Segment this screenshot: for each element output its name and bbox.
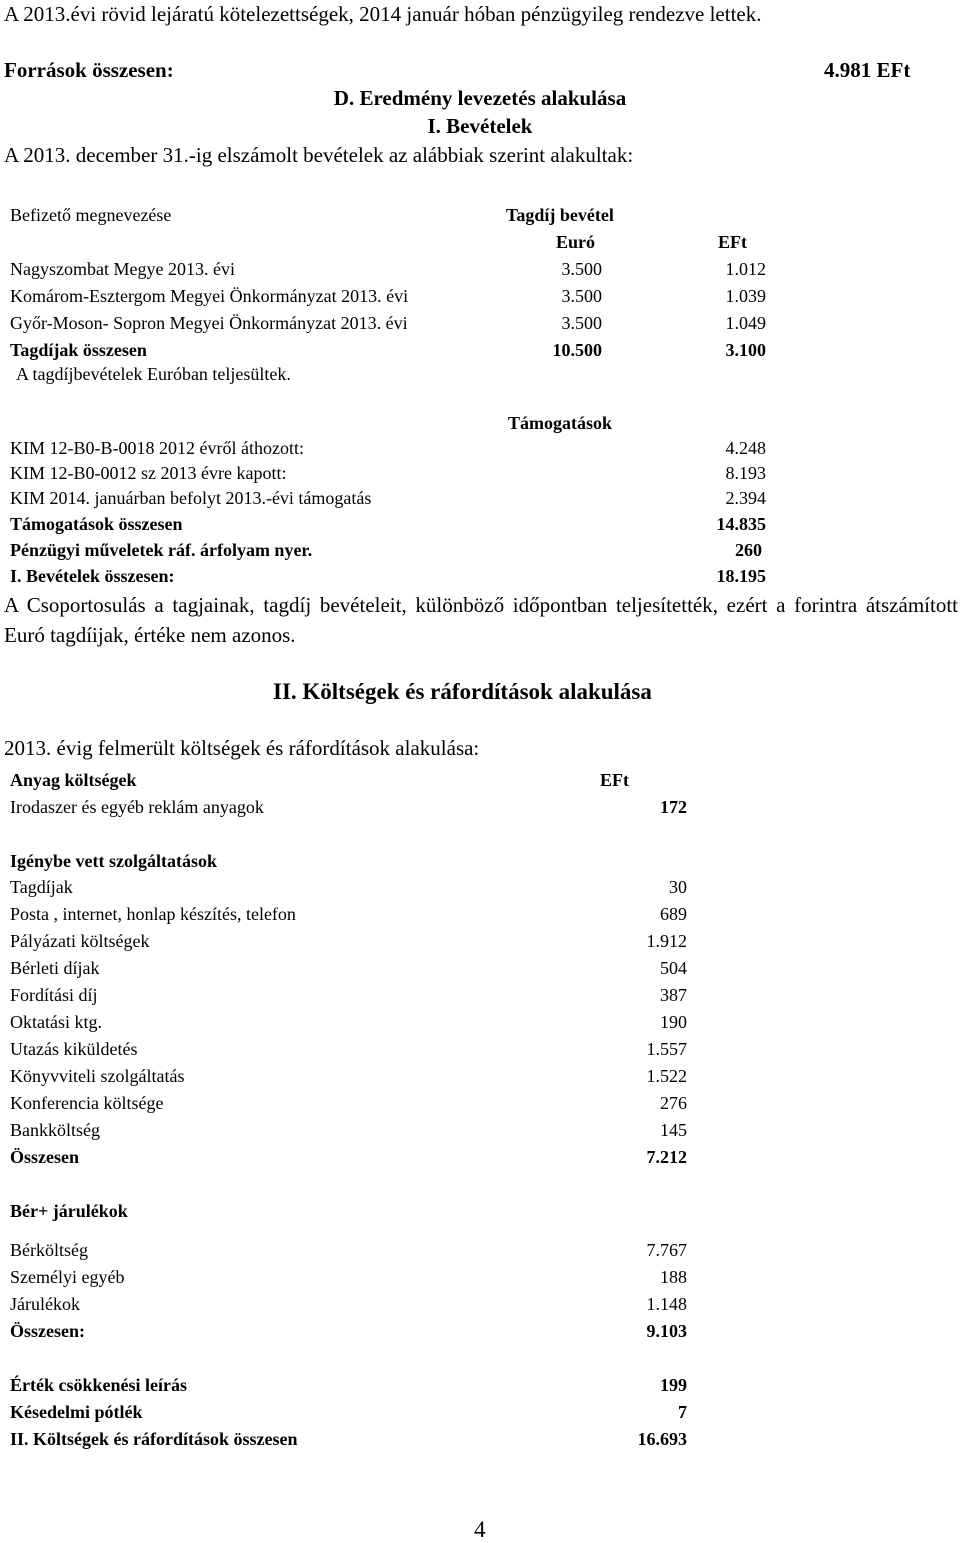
cost-value: 1.148 [646,1294,687,1314]
section-ii-title: II. Költségek és ráfordítások alakulása [273,679,652,704]
section-d-title: D. Eredmény levezetés alakulása [333,86,627,110]
col-eft-header: EFt [718,232,747,252]
cost-name: Irodaszer és egyéb reklám anyagok [10,797,264,817]
grants-total-value: 14.835 [716,514,766,534]
income-intro: A 2013. december 31.-ig elszámolt bevételek az alábbiak szerint alakultak: [4,143,634,167]
membership-total-eft: 3.100 [725,340,766,360]
cost-value: 188 [660,1267,687,1287]
material-title: Anyag költségek [10,770,137,790]
cost-name: Posta , internet, honlap készítés, telefon [10,904,296,924]
payer-header: Befizető megnevezése [10,205,172,225]
eft-value: 1.012 [725,259,766,279]
cost-name: Bankköltség [10,1120,100,1140]
costs-intro: 2013. évig felmerült költségek és ráfordítások alakulása: [4,736,480,760]
wages-total-label: Összesen: [10,1321,85,1341]
costs-grand-total-value: 16.693 [637,1429,687,1449]
fee-header: Tagdíj bevétel [506,205,614,225]
fx-value: 260 [735,540,762,560]
cost-name: Bérleti díjak [10,958,100,978]
grant-value: 2.394 [725,488,766,508]
cost-name: Pályázati költségek [10,931,150,951]
eft-value: 1.039 [725,286,766,306]
payer-name: Győr-Moson- Sopron Megyei Önkormányzat 2013. évi [10,313,408,333]
wages-title: Bér+ járulékok [10,1201,128,1221]
col-euro-header: Euró [556,232,596,252]
services-total-label: Összesen [10,1147,79,1167]
membership-note: A tagdíjbevételek Euróban teljesültek. [16,364,291,384]
intro-line: A 2013.évi rövid lejáratú kötelezettségek, 2014 január hóban pénzügyileg rendezve lettek. [4,2,762,26]
cost-value: 172 [660,797,687,817]
cost-value: 504 [660,958,687,978]
membership-total-label: Tagdíjak összesen [10,340,147,360]
payer-name: Nagyszombat Megye 2013. évi [10,259,235,279]
cost-value: 7.767 [646,1240,687,1260]
membership-total-euro: 10.500 [552,340,602,360]
services-total-value: 7.212 [646,1147,687,1167]
euro-value: 3.500 [561,286,602,306]
euro-value: 3.500 [561,259,602,279]
cost-name: Utazás kiküldetés [10,1039,138,1059]
cost-name: Személyi egyéb [10,1267,125,1287]
cost-value: 689 [660,904,687,924]
unit-header: EFt [600,770,629,790]
wages-total-value: 9.103 [646,1321,687,1341]
cost-value: 1.557 [646,1039,687,1059]
fx-label: Pénzügyi műveletek ráf. árfolyam nyer. [10,540,313,560]
section-i-title: I. Bevételek [427,114,533,138]
grant-value: 4.248 [725,438,766,458]
page-number: 4 [474,1517,486,1542]
cost-value: 1.912 [646,931,687,951]
late-fees-value: 7 [678,1402,687,1422]
grant-name: KIM 12-B0-0012 sz 2013 évre kapott: [10,463,287,483]
grant-name: KIM 12-B0-B-0018 2012 évről áthozott: [10,438,304,458]
cost-name: Konferencia költsége [10,1093,164,1113]
cost-name: Tagdíjak [10,877,73,897]
cost-value: 276 [660,1093,687,1113]
cost-name: Bérköltség [10,1240,88,1260]
sources-label: Források összesen: [4,58,174,82]
grants-header: Támogatások [508,413,613,433]
cost-name: Oktatási ktg. [10,1012,102,1032]
costs-grand-total-label: II. Költségek és ráfordítások összesen [10,1429,298,1449]
sources-value: 4.981 EFt [824,58,911,82]
cost-value: 30 [669,877,687,897]
depreciation-value: 199 [660,1375,687,1395]
income-total-value: 18.195 [716,566,766,586]
eft-value: 1.049 [725,313,766,333]
cost-value: 145 [660,1120,687,1140]
cost-name: Járulékok [10,1294,80,1314]
grants-total-label: Támogatások összesen [10,514,183,534]
explanation-paragraph: A Csoportosulás a tagjainak, tagdíj bevételeit, különböző időpontban teljesítették, ezért a forintra átszámított Euró tagdíijak, értéke nem azonos. [4,593,958,647]
cost-name: Könyvviteli szolgáltatás [10,1066,185,1086]
payer-name: Komárom-Esztergom Megyei Önkormányzat 2013. évi [10,286,409,306]
cost-value: 190 [660,1012,687,1032]
euro-value: 3.500 [561,313,602,333]
late-fees-label: Késedelmi pótlék [10,1402,143,1422]
cost-name: Fordítási díj [10,985,98,1005]
cost-value: 387 [660,985,687,1005]
grant-value: 8.193 [725,463,766,483]
cost-value: 1.522 [646,1066,687,1086]
income-total-label: I. Bevételek összesen: [10,566,175,586]
grant-name: KIM 2014. januárban befolyt 2013.-évi támogatás [10,488,372,508]
services-title: Igénybe vett szolgáltatások [10,851,217,871]
depreciation-label: Érték csökkenési leírás [10,1375,187,1395]
